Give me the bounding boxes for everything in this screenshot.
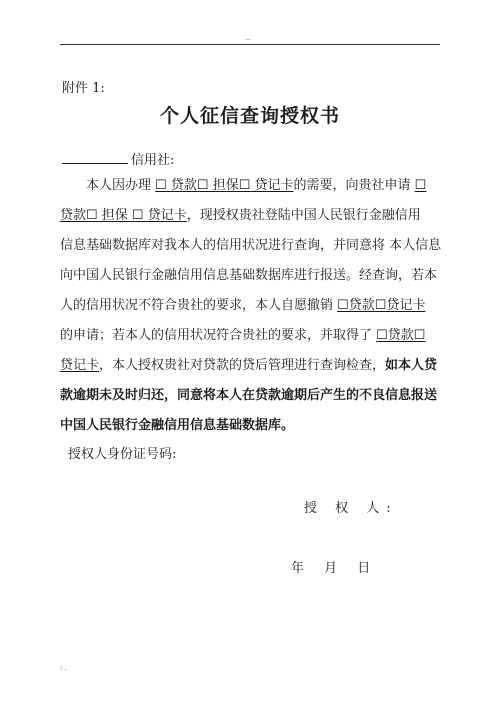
authorization-body [60,171,448,441]
underlined-option: ☐ 贷款☐ 担保☐ 贷记卡 [155,178,294,193]
underlined-option: 贷记卡 [60,358,100,373]
bold-clause: 中国人民银行金融信用信息基础数据库。 [60,418,295,433]
body-line [60,291,448,321]
attachment-label: 附件 1: [62,81,105,96]
addressee [62,149,174,168]
id-number-label: 授权人身份证号码: [68,447,177,462]
date-label: 年 月 日 [291,561,371,576]
body-text: ，本人授权贵社对贷款的贷后管理进行查询检查， [99,358,386,373]
body-text: 的需要，向贵社申请 [293,178,415,193]
body-line [60,171,448,201]
page-title: 个人征信查询授权书 [159,105,340,127]
signer-label: 授 权 人: [304,501,398,516]
body-text: 向中国人民银行金融信用信息基础数据库进行报送。经查询，若本 [60,268,438,283]
footer-mark: : . [60,664,67,672]
body-text: 信息基础数据库对我本人的信用状况进行查询，并同意将 本人信息 [60,238,442,253]
body-text: 人的信用状况不符合贵社的要求，本人自愿撤销 [60,298,338,313]
underlined-option: 贷款☐ 担保 ☐ 贷记卡 [60,208,187,223]
underlined-option: ☐ [414,178,427,193]
body-line [60,201,448,231]
body-line [60,261,448,291]
body-line [60,411,448,441]
body-line [60,351,448,381]
bold-clause: 款逾期未及时归还，同意将本人在贷款逾期后产生的不良信息报送 [60,388,438,403]
body-line [60,321,448,351]
body-line [60,381,448,411]
header-mark: -- [246,36,251,43]
underlined-option: ☐贷款☐ [376,328,426,343]
header-rule [60,44,440,45]
body-text: ，现授权贵社登陆中国人民银行金融信用 [186,208,421,223]
bold-clause: 如本人贷 [385,358,438,373]
body-text: 本人因办理 [86,178,156,193]
body-text: 的申请；若本人的信用状况符合贵社的要求，并取得了 [60,328,377,343]
addressee-suffix: 信用社: [131,153,175,168]
body-line [60,231,448,261]
underlined-option: ☐贷款☐贷记卡 [337,298,426,313]
addressee-blank[interactable] [62,151,128,164]
